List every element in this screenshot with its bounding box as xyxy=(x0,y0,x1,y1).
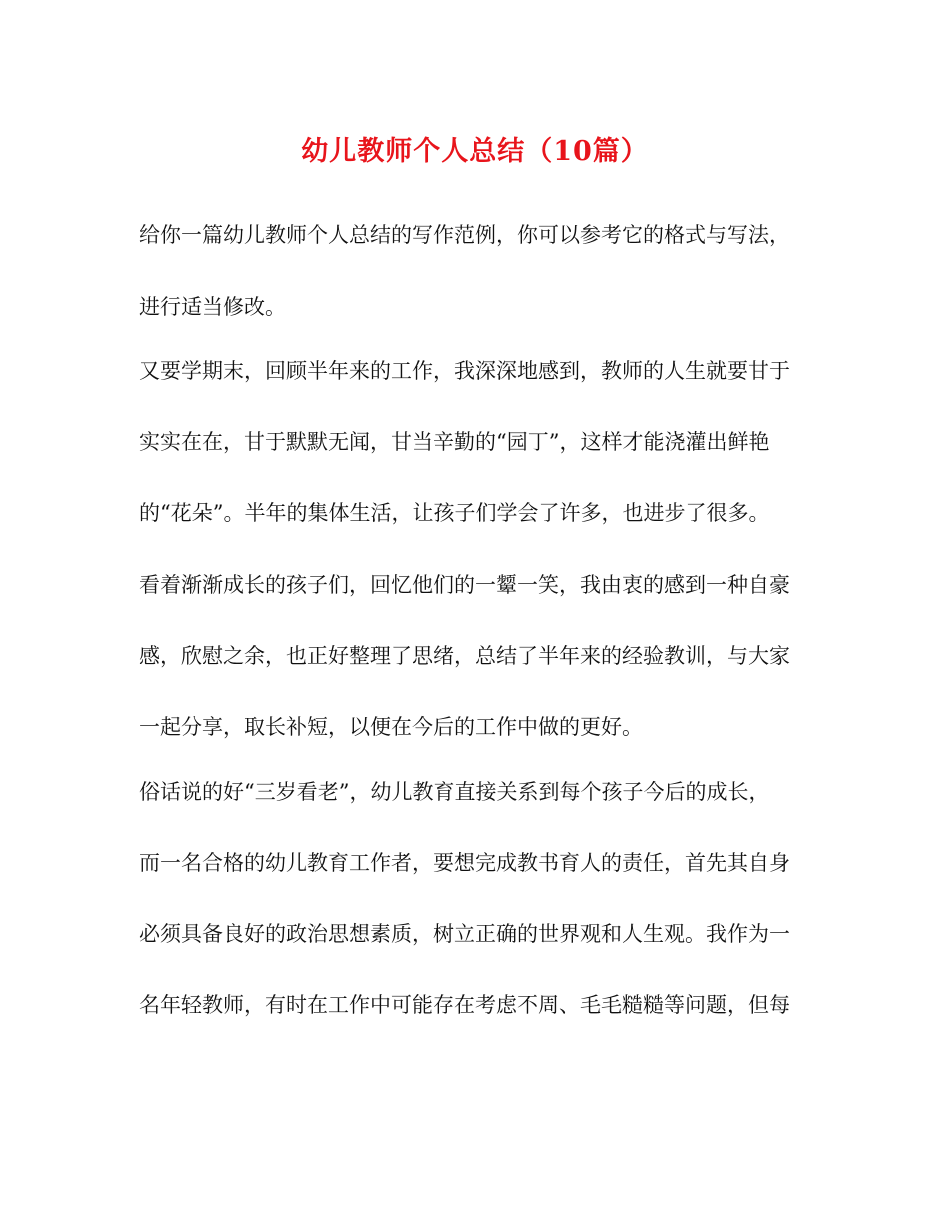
text-line: 必须具备良好的政治思想素质，树立正确的世界观和人生观。我作为一 xyxy=(139,922,790,946)
text-line: 一起分享，取长补短，以便在今后的工作中做的更好。 xyxy=(139,715,643,739)
text-line: 名年轻教师，有时在工作中可能存在考虑不周、毛毛糙糙等问题，但每 xyxy=(139,993,790,1017)
text-line: 进行适当修改。 xyxy=(139,295,286,319)
text-line: 实实在在，甘于默默无闻，甘当辛勤的“园丁”，这样才能浇灌出鲜艳 xyxy=(139,430,770,454)
text-line: 而一名合格的幼儿教育工作者，要想完成教书育人的责任，首先其自身 xyxy=(139,851,790,875)
text-line: 的“花朵”。半年的集体生活，让孩子们学会了许多，也进步了很多。 xyxy=(139,501,770,525)
text-line: 看着渐渐成长的孩子们，回忆他们的一颦一笑，我由衷的感到一种自豪 xyxy=(139,573,790,597)
text-line: 感，欣慰之余，也正好整理了思绪，总结了半年来的经验教训，与大家 xyxy=(139,644,790,668)
document-title: 幼儿教师个人总结（10篇） xyxy=(301,136,649,167)
text-line: 又要学期末，回顾半年来的工作，我深深地感到，教师的人生就要甘于 xyxy=(139,359,790,383)
text-line: 俗话说的好“三岁看老”，幼儿教育直接关系到每个孩子今后的成长， xyxy=(139,780,770,804)
text-line: 给你一篇幼儿教师个人总结的写作范例，你可以参考它的格式与写法， xyxy=(139,223,790,247)
